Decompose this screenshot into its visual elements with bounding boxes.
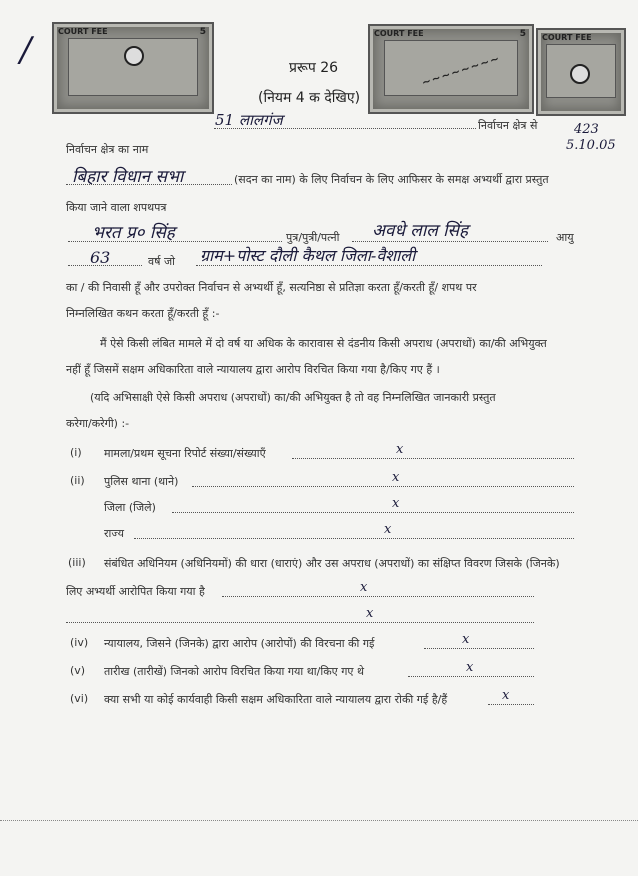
stamp-caption: COURT FEE <box>374 29 424 38</box>
item-value: x <box>384 522 392 537</box>
house-text: (सदन का नाम) के लिए निर्वाचन के लिए आफिसर के समक्ष अभ्यर्थी द्वारा प्रस्तुत <box>234 173 549 186</box>
court-fee-stamp-middle <box>368 24 534 114</box>
item-label: क्या सभी या कोई कार्यवाही किसी सक्षम अधिकारिता वाले न्यायालय द्वारा रोकी गई है/हैं <box>104 693 448 706</box>
statement-text: निम्नलिखित कथन करता हूँ/करती हूँ :- <box>66 307 220 320</box>
item-number: (ii) <box>70 474 85 487</box>
election-label: निर्वाचन क्षेत्र का नाम <box>66 143 149 156</box>
item-label: राज्य <box>104 527 125 540</box>
house-handwritten: बिहार विधान सभा <box>72 167 184 187</box>
item-number: (v) <box>70 664 86 677</box>
item3-value2: x <box>366 606 374 621</box>
item-label: न्यायालय, जिसने (जिनके) द्वारा आरोप (आरोपों) की विरचना की गई <box>104 637 375 650</box>
para2-line1: (यदि अभिसाक्षी ऐसे किसी अपराध (अपराधों) का/की अभियुक्त है तो वह निम्नलिखित जानकारी प्रस्तुत <box>90 391 496 404</box>
item-number: (i) <box>70 446 82 459</box>
stamp-value: 5 <box>519 29 526 39</box>
item-value: x <box>392 496 400 511</box>
item-label: तारीख (तारीखें) जिनको आरोप विरचित किया गया था/किए गए थे <box>104 665 365 678</box>
candidate-name-handwritten: भरत प्र० सिंह <box>92 223 175 243</box>
diary-number: 423 <box>574 122 599 137</box>
stamp-caption: COURT FEE <box>542 33 592 42</box>
address-handwritten: ग्राम+पोस्ट दौली कैथल जिला-वैशाली <box>200 246 416 265</box>
form-title: प्ररूप 26 <box>289 60 339 76</box>
stamp-seal-icon <box>570 64 590 84</box>
item-number: (iv) <box>70 636 89 649</box>
affidavit-text: किया जाने वाला शपथपत्र <box>66 201 167 214</box>
page-divider <box>0 820 638 821</box>
stamp-value: 5 <box>199 27 206 37</box>
item3-line2: लिए अभ्यर्थी आरोपित किया गया है <box>66 585 205 598</box>
item-value: x <box>462 632 470 647</box>
para1-line2: नहीं हूँ जिसमें सक्षम अधिकारिता वाले न्यायालय द्वारा आरोप विरचित किया गया है/किए गए हैं । <box>66 363 440 376</box>
item-number: (vi) <box>70 692 89 705</box>
para2-line2: करेगा/करेगी) :- <box>66 417 130 430</box>
item3-line1: संबंधित अधिनियम (अधिनियमों) की धारा (धाराएं) और उस अपराध (अपराधों) का संक्षिप्त विवरण जिसके (जिनके) <box>104 557 560 570</box>
address-prefix: वर्ष जो <box>148 255 175 268</box>
item3-value1: x <box>360 580 368 595</box>
stamp-cancellation-overprint: ~~~~~~~~ <box>419 51 502 90</box>
constituency-suffix: निर्वाचन क्षेत्र से <box>478 119 538 132</box>
constituency-handwritten: 51 लालगंज <box>215 111 283 129</box>
relation-text: पुत्र/पुत्री/पत्नी <box>286 231 340 244</box>
diary-date: 5.10.05 <box>566 138 616 153</box>
item-label: जिला (जिले) <box>104 501 156 514</box>
age-label: आयु <box>556 231 574 244</box>
item-value: x <box>392 470 400 485</box>
para1-line1: मैं ऐसे किसी लंबित मामले में दो वर्ष या अधिक के कारावास से दंडनीय किसी अपराध (अपराधों) का/की अभियुक्त <box>100 337 547 350</box>
age-handwritten: 63 <box>90 248 111 267</box>
court-fee-stamp-right <box>536 28 626 116</box>
item-number: (iii) <box>68 556 86 569</box>
item-value: x <box>396 442 404 457</box>
stamp-caption: COURT FEE <box>58 27 108 36</box>
item-value: x <box>502 688 510 703</box>
court-fee-stamp-left <box>52 22 214 114</box>
father-name-handwritten: अवधे लाल सिंह <box>372 221 469 241</box>
item-label: मामला/प्रथम सूचना रिपोर्ट संख्या/संख्याएँ <box>104 447 266 460</box>
item-label: पुलिस थाना (थाने) <box>104 475 179 488</box>
corner-mark: / <box>20 30 32 70</box>
stamp-seal-icon <box>124 46 144 66</box>
resident-text: का / की निवासी हूँ और उपरोक्त निर्वाचन से अभ्यर्थी हूँ, सत्यनिष्ठा से प्रतिज्ञा करता हूँ/करती हूँ/ शपथ पर <box>66 281 477 294</box>
rule-reference: (नियम 4 क देखिए) <box>258 90 361 106</box>
item-value: x <box>466 660 474 675</box>
